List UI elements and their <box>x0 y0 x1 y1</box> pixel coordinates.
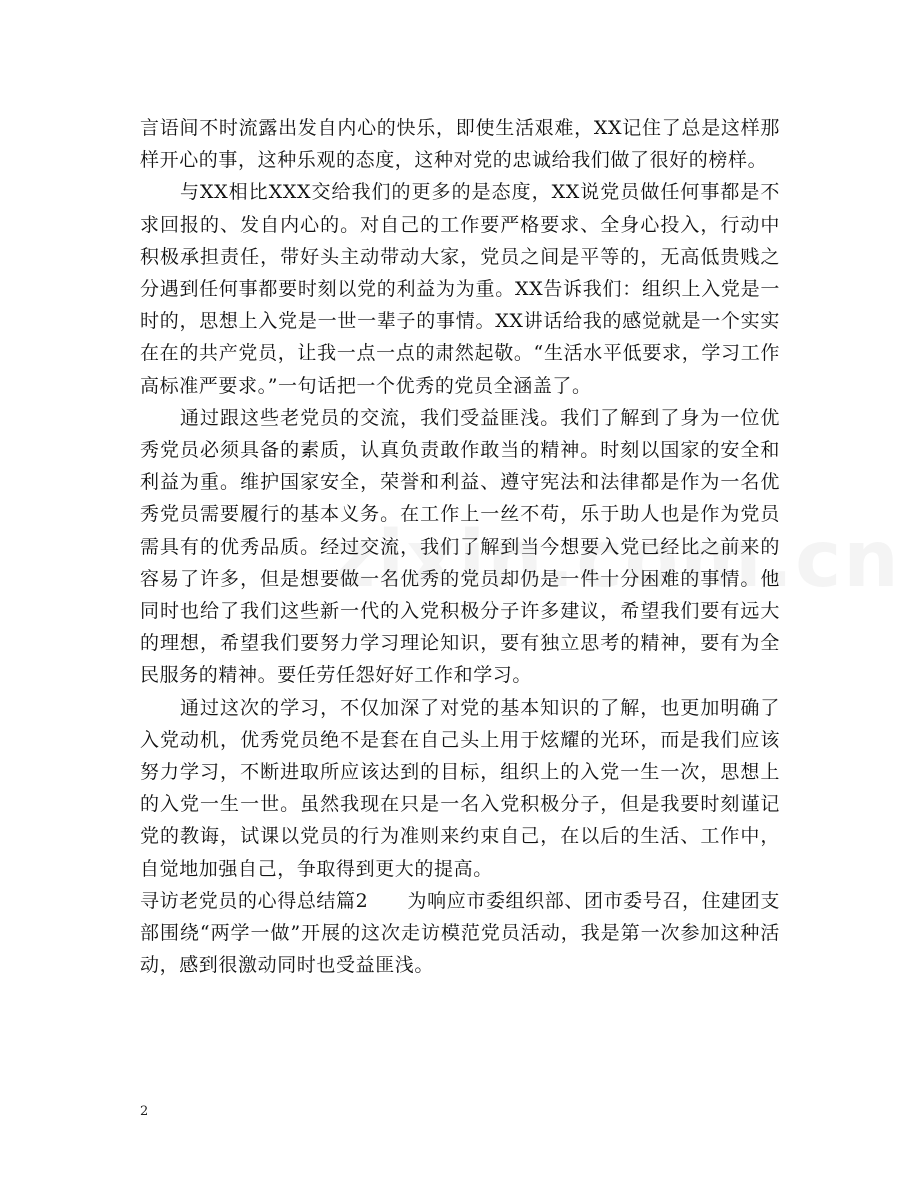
page-number: 2 <box>140 1104 149 1119</box>
paragraph: 通过跟这些老党员的交流，我们受益匪浅。我们了解到了身为一位优秀党员必须具备的素质，认真负责敢作敢当的精神。时刻以国家的安全和利益为重。维护国家安全，荣誉和利益、遵守宪法和法律都是作为一名优秀党员需要履行的基本义务。在工作上一丝不苟，乐于助人也是作为党员需具有的优秀品质。经过交流，我们了解到当今想要入党已经比之前来的容易了许多，但是想要做一名优秀的党员却仍是一件十分困难的事情。他同时也给了我们这些新一代的入党积极分子许多建议，希望我们要有远大的理想，希望我们要努力学习理论知识，要有独立思考的精神，要有为全民服务的精神。要任劳任怨好好工作和学习。 <box>140 406 780 687</box>
paragraph: 寻访老党员的心得总结篇2 为响应市委组织部、团市委号召，住建团支部围绕“两学一做”开展的这次走访模范党员活动，我是第一次参加这种活动，感到很激动同时也受益匪浅。 <box>140 889 780 977</box>
paragraph: 通过这次的学习，不仅加深了对党的基本知识的了解，也更加明确了入党动机，优秀党员绝不是套在自己头上用于炫耀的光环，而是我们应该努力学习，不断进取所应该达到的目标，组织上的入党一生一次，思想上的入党一生一世。虽然我现在只是一名入党积极分子，但是我要时刻谨记党的教诲，试课以党员的行为准则来约束自己，在以后的生活、工作中，自觉地加强自己，争取得到更大的提高。 <box>140 696 780 880</box>
paragraph: 与XX相比XXX交给我们的更多的是态度，XX说党员做任何事都是不求回报的、发自内心的。对自己的工作要严格要求、全身心投入，行动中积极承担责任，带好头主动带动大家，党员之间是平等的，无高低贵贱之分遇到任何事都要时刻以党的利益为为重。XX告诉我们：组织上入党是一时的，思想上入党是一世一辈子的事情。XX讲话给我的感觉就是一个实实在在的共产党员，让我一点一点的肃然起敬。“生活水平低要求，学习工作高标准严要求。”一句话把一个优秀的党员全涵盖了。 <box>140 181 780 397</box>
body-text <box>140 112 780 981</box>
paragraph: 言语间不时流露出发自内心的快乐，即使生活艰难，XX记住了总是这样那样开心的事，这种乐观的态度，这种对党的忠诚给我们做了很好的榜样。 <box>140 117 780 172</box>
